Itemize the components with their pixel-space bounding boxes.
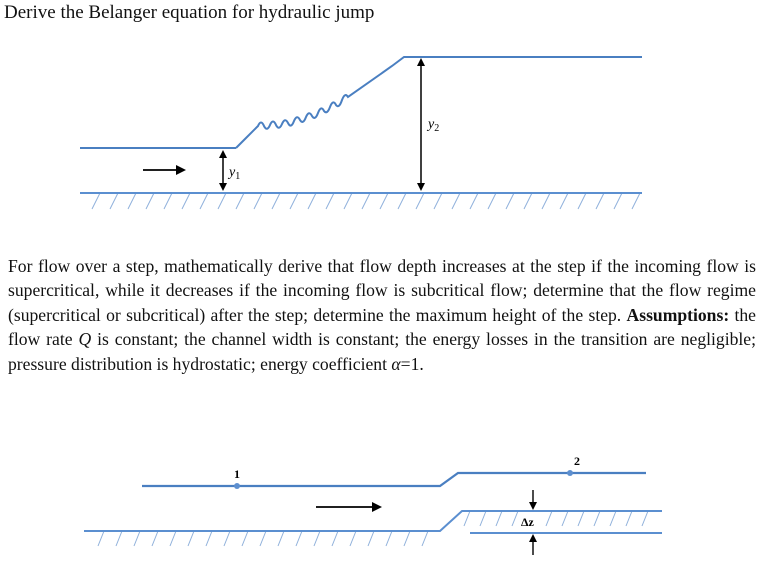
problem-text-2: the flow rate (8, 304, 756, 350)
bed-hatching (92, 193, 640, 209)
section-2-marker (567, 470, 573, 476)
depth-y1-label: $y_1$ (229, 165, 241, 182)
section-1-label: 1 (234, 467, 240, 481)
jump-surface (236, 57, 418, 148)
symbol-alpha: α (391, 353, 401, 374)
step-bed-profile (84, 511, 662, 531)
step-height-label: Δz (521, 515, 534, 529)
flow-over-step-figure (0, 448, 766, 575)
problem-statement (8, 254, 756, 376)
depth-y1-arrow (219, 150, 227, 191)
hydraulic-jump-figure (0, 36, 766, 226)
problem-text-4: =1. (400, 353, 424, 374)
lower-bed-hatching (98, 531, 428, 546)
section-2-label: 2 (574, 454, 580, 468)
assumptions-label: Assumptions: (626, 304, 730, 325)
problem-text-3: is constant; the channel width is constant; the energy losses in the transition are negligible; pressure distribution is hydrostatic; energy coefficient (8, 329, 756, 374)
problem-text-1: For flow over a step, mathematically derive that flow depth increases at the step if the incoming flow is supercritical, while it decreases if the incoming flow is subcritical flow; determine that the flow regime (supercritical or subcritical) after the step; determine the maximum height of the step. (8, 256, 756, 325)
depth-y2-label: $y_2$ (428, 117, 440, 134)
section-1-marker (234, 483, 240, 489)
flow-arrow (143, 165, 186, 175)
flow-arrow (316, 502, 382, 512)
depth-y2-arrow (417, 58, 425, 191)
upper-bed-hatching (464, 511, 648, 526)
page-title: Derive the Belanger equation for hydraulic jump (4, 2, 375, 23)
symbol-q: Q (78, 329, 92, 350)
